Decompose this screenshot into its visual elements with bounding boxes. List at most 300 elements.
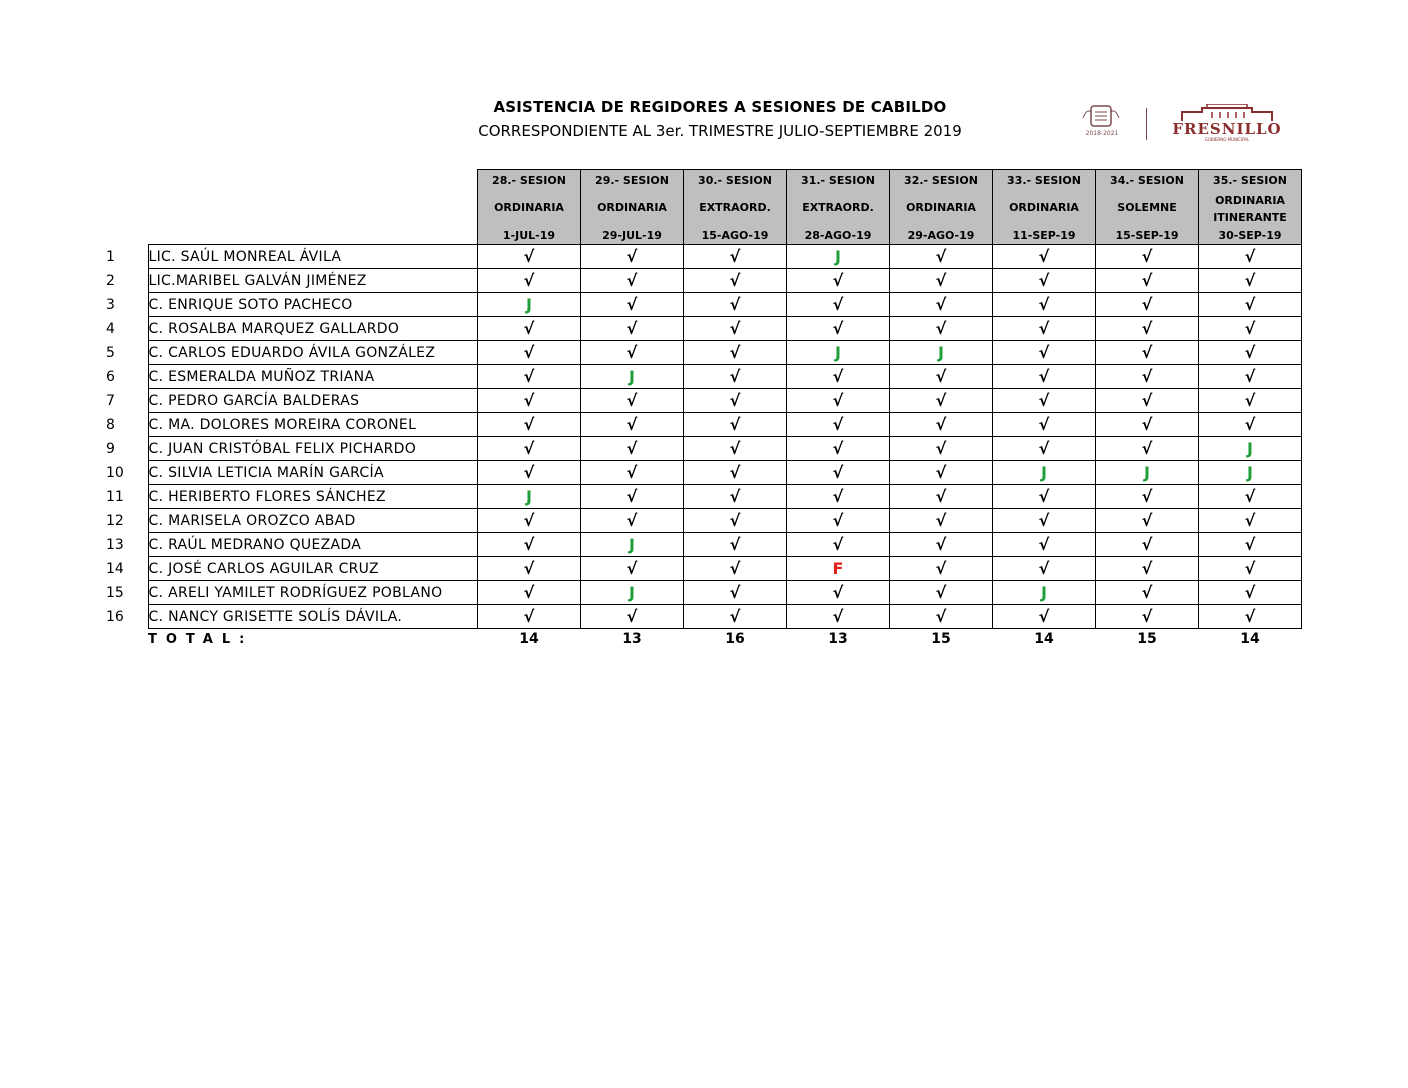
attendance-cell xyxy=(684,509,787,533)
total-value: 16 xyxy=(725,631,745,647)
attendance-cell xyxy=(684,389,787,413)
justified-mark-icon: J xyxy=(1247,439,1253,458)
justified-mark-icon: J xyxy=(1041,463,1047,482)
check-mark-icon: √ xyxy=(1244,511,1256,530)
attendance-cell xyxy=(581,269,684,293)
attendance-cell xyxy=(993,269,1096,293)
attendance-cell xyxy=(1199,293,1302,317)
check-mark-icon: √ xyxy=(1038,367,1050,386)
table-row xyxy=(106,245,1302,269)
regidor-name: C. JOSÉ CARLOS AGUILAR CRUZ xyxy=(148,557,478,581)
attendance-cell xyxy=(684,485,787,509)
attendance-cell xyxy=(787,269,890,293)
attendance-cell xyxy=(581,389,684,413)
check-mark-icon: √ xyxy=(729,319,741,338)
attendance-cell xyxy=(581,605,684,629)
check-mark-icon: √ xyxy=(1038,271,1050,290)
justified-mark-icon: J xyxy=(526,487,532,506)
attendance-cell xyxy=(1199,533,1302,557)
attendance-cell xyxy=(993,485,1096,509)
check-mark-icon: √ xyxy=(1141,583,1153,602)
session-header-35: 35.- SESION ORDINARIA ITINERANTE 30-SEP-19 xyxy=(1199,170,1302,245)
attendance-cell xyxy=(478,365,581,389)
attendance-cell xyxy=(787,509,890,533)
check-mark-icon: √ xyxy=(626,415,638,434)
check-mark-icon: √ xyxy=(729,439,741,458)
row-number: 5 xyxy=(106,344,115,361)
check-mark-icon: √ xyxy=(1141,247,1153,266)
attendance-cell xyxy=(684,605,787,629)
regidor-name: C. HERIBERTO FLORES SÁNCHEZ xyxy=(148,485,478,509)
check-mark-icon: √ xyxy=(729,415,741,434)
row-number: 11 xyxy=(106,488,124,505)
attendance-cell xyxy=(1199,269,1302,293)
attendance-cell xyxy=(890,605,993,629)
attendance-cell xyxy=(684,341,787,365)
check-mark-icon: √ xyxy=(729,535,741,554)
attendance-cell xyxy=(890,557,993,581)
check-mark-icon: √ xyxy=(1141,343,1153,362)
row-number: 7 xyxy=(106,392,115,409)
check-mark-icon: √ xyxy=(832,511,844,530)
row-number: 15 xyxy=(106,584,124,601)
justified-mark-icon: J xyxy=(1041,583,1047,602)
attendance-cell xyxy=(993,533,1096,557)
document-subtitle: CORRESPONDIENTE AL 3er. TRIMESTRE JULIO-SEPTIEMBRE 2019 xyxy=(478,122,962,140)
check-mark-icon: √ xyxy=(935,607,947,626)
attendance-cell xyxy=(890,245,993,269)
attendance-cell xyxy=(1199,341,1302,365)
check-mark-icon: √ xyxy=(1244,271,1256,290)
check-mark-icon: √ xyxy=(935,247,947,266)
check-mark-icon: √ xyxy=(832,439,844,458)
attendance-cell xyxy=(478,389,581,413)
attendance-cell xyxy=(581,365,684,389)
row-number: 9 xyxy=(106,440,115,457)
check-mark-icon: √ xyxy=(935,487,947,506)
table-row xyxy=(106,581,1302,605)
attendance-cell xyxy=(1096,413,1199,437)
check-mark-icon: √ xyxy=(626,343,638,362)
totals-row xyxy=(106,629,1302,650)
row-number: 16 xyxy=(106,608,124,625)
table-row xyxy=(106,413,1302,437)
table-row xyxy=(106,605,1302,629)
attendance-cell xyxy=(478,605,581,629)
check-mark-icon: √ xyxy=(523,439,535,458)
session-header-row xyxy=(106,170,1302,245)
attendance-cell xyxy=(1096,509,1199,533)
regidor-name: C. ESMERALDA MUÑOZ TRIANA xyxy=(148,365,478,389)
check-mark-icon: √ xyxy=(523,535,535,554)
attendance-cell xyxy=(684,293,787,317)
check-mark-icon: √ xyxy=(729,559,741,578)
attendance-cell xyxy=(890,293,993,317)
table-row xyxy=(106,533,1302,557)
regidor-name: C. ENRIQUE SOTO PACHECO xyxy=(148,293,478,317)
justified-mark-icon: J xyxy=(938,343,944,362)
row-number: 8 xyxy=(106,416,115,433)
attendance-cell xyxy=(478,245,581,269)
brand-tagline: GOBIERNO MUNICIPAL xyxy=(1204,137,1250,142)
session-header-28: 28.- SESION ORDINARIA 1-JUL-19 xyxy=(478,170,581,245)
check-mark-icon: √ xyxy=(1141,487,1153,506)
check-mark-icon: √ xyxy=(935,295,947,314)
attendance-table xyxy=(106,169,1302,649)
row-number: 4 xyxy=(106,320,115,337)
check-mark-icon: √ xyxy=(729,487,741,506)
check-mark-icon: √ xyxy=(832,583,844,602)
check-mark-icon: √ xyxy=(1038,559,1050,578)
attendance-cell xyxy=(993,389,1096,413)
table-row xyxy=(106,269,1302,293)
check-mark-icon: √ xyxy=(523,391,535,410)
attendance-cell xyxy=(993,557,1096,581)
attendance-cell xyxy=(1096,317,1199,341)
attendance-cell xyxy=(993,605,1096,629)
attendance-cell xyxy=(787,245,890,269)
attendance-cell xyxy=(993,581,1096,605)
total-value: 14 xyxy=(519,631,539,647)
check-mark-icon: √ xyxy=(935,511,947,530)
regidor-name: C. MARISELA OROZCO ABAD xyxy=(148,509,478,533)
document-title: ASISTENCIA DE REGIDORES A SESIONES DE CABILDO xyxy=(493,98,947,116)
attendance-cell xyxy=(581,533,684,557)
attendance-cell xyxy=(684,317,787,341)
check-mark-icon: √ xyxy=(1244,319,1256,338)
session-header-29: 29.- SESION ORDINARIA 29-JUL-19 xyxy=(581,170,684,245)
check-mark-icon: √ xyxy=(626,487,638,506)
check-mark-icon: √ xyxy=(1141,415,1153,434)
justified-mark-icon: J xyxy=(1144,463,1150,482)
check-mark-icon: √ xyxy=(729,271,741,290)
attendance-cell xyxy=(993,509,1096,533)
table-row xyxy=(106,437,1302,461)
attendance-cell xyxy=(1199,509,1302,533)
check-mark-icon: √ xyxy=(523,607,535,626)
session-header-33: 33.- SESION ORDINARIA 11-SEP-19 xyxy=(993,170,1096,245)
check-mark-icon: √ xyxy=(1244,559,1256,578)
row-number: 3 xyxy=(106,296,115,313)
row-number: 10 xyxy=(106,464,124,481)
check-mark-icon: √ xyxy=(1141,439,1153,458)
attendance-cell xyxy=(478,557,581,581)
check-mark-icon: √ xyxy=(523,247,535,266)
check-mark-icon: √ xyxy=(935,319,947,338)
check-mark-icon: √ xyxy=(729,511,741,530)
attendance-cell xyxy=(684,581,787,605)
attendance-cell xyxy=(684,533,787,557)
attendance-cell xyxy=(890,581,993,605)
attendance-cell xyxy=(993,317,1096,341)
justified-mark-icon: J xyxy=(629,367,635,386)
attendance-cell xyxy=(478,509,581,533)
attendance-cell xyxy=(581,581,684,605)
check-mark-icon: √ xyxy=(935,463,947,482)
justified-mark-icon: J xyxy=(1247,463,1253,482)
attendance-cell xyxy=(787,581,890,605)
attendance-cell xyxy=(1199,413,1302,437)
attendance-cell xyxy=(684,437,787,461)
regidor-name: C. NANCY GRISETTE SOLÍS DÁVILA. xyxy=(148,605,478,629)
attendance-cell xyxy=(787,413,890,437)
check-mark-icon: √ xyxy=(1038,511,1050,530)
attendance-cell xyxy=(890,269,993,293)
check-mark-icon: √ xyxy=(935,583,947,602)
attendance-cell xyxy=(890,533,993,557)
check-mark-icon: √ xyxy=(935,535,947,554)
check-mark-icon: √ xyxy=(523,583,535,602)
blank-header-cell xyxy=(148,170,478,245)
attendance-cell xyxy=(787,341,890,365)
justified-mark-icon: J xyxy=(835,343,841,362)
session-header-30: 30.- SESION EXTRAORD. 15-AGO-19 xyxy=(684,170,787,245)
attendance-cell xyxy=(993,245,1096,269)
table-row xyxy=(106,389,1302,413)
check-mark-icon: √ xyxy=(935,559,947,578)
check-mark-icon: √ xyxy=(935,415,947,434)
table-row xyxy=(106,461,1302,485)
totals-label: TOTAL: xyxy=(148,631,254,647)
table-row xyxy=(106,557,1302,581)
attendance-cell xyxy=(1199,389,1302,413)
attendance-cell xyxy=(1199,581,1302,605)
attendance-cell xyxy=(993,293,1096,317)
attendance-cell xyxy=(1096,365,1199,389)
attendance-cell xyxy=(1199,605,1302,629)
attendance-cell xyxy=(581,461,684,485)
attendance-cell xyxy=(478,533,581,557)
regidor-name: C. JUAN CRISTÓBAL FELIX PICHARDO xyxy=(148,437,478,461)
attendance-cell xyxy=(1096,581,1199,605)
attendance-cell xyxy=(890,437,993,461)
check-mark-icon: √ xyxy=(832,487,844,506)
regidor-name: LIC. SAÚL MONREAL ÁVILA xyxy=(148,245,478,269)
check-mark-icon: √ xyxy=(935,367,947,386)
justified-mark-icon: J xyxy=(629,535,635,554)
check-mark-icon: √ xyxy=(832,607,844,626)
attendance-cell xyxy=(478,317,581,341)
regidor-name: C. PEDRO GARCÍA BALDERAS xyxy=(148,389,478,413)
attendance-cell xyxy=(1199,437,1302,461)
attendance-cell xyxy=(684,461,787,485)
attendance-cell xyxy=(1199,485,1302,509)
attendance-cell xyxy=(478,413,581,437)
row-number: 1 xyxy=(106,248,115,265)
regidor-name: C. SILVIA LETICIA MARÍN GARCÍA xyxy=(148,461,478,485)
attendance-cell xyxy=(581,509,684,533)
check-mark-icon: √ xyxy=(1244,391,1256,410)
attendance-cell xyxy=(890,389,993,413)
attendance-cell xyxy=(890,461,993,485)
check-mark-icon: √ xyxy=(1244,367,1256,386)
check-mark-icon: √ xyxy=(523,271,535,290)
attendance-cell xyxy=(478,341,581,365)
check-mark-icon: √ xyxy=(832,391,844,410)
attendance-cell xyxy=(890,341,993,365)
check-mark-icon: √ xyxy=(626,463,638,482)
attendance-cell xyxy=(993,413,1096,437)
attendance-cell xyxy=(890,365,993,389)
check-mark-icon: √ xyxy=(1244,247,1256,266)
check-mark-icon: √ xyxy=(1244,607,1256,626)
attendance-cell xyxy=(581,341,684,365)
attendance-cell xyxy=(1199,245,1302,269)
check-mark-icon: √ xyxy=(729,367,741,386)
row-number: 6 xyxy=(106,368,115,385)
check-mark-icon: √ xyxy=(1244,535,1256,554)
check-mark-icon: √ xyxy=(729,463,741,482)
regidor-name: C. CARLOS EDUARDO ÁVILA GONZÁLEZ xyxy=(148,341,478,365)
row-number: 14 xyxy=(106,560,124,577)
attendance-cell xyxy=(890,509,993,533)
attendance-cell xyxy=(787,461,890,485)
table-row xyxy=(106,341,1302,365)
check-mark-icon: √ xyxy=(832,415,844,434)
check-mark-icon: √ xyxy=(1038,319,1050,338)
regidor-name: C. MA. DOLORES MOREIRA CORONEL xyxy=(148,413,478,437)
check-mark-icon: √ xyxy=(729,391,741,410)
check-mark-icon: √ xyxy=(1141,391,1153,410)
logo-divider xyxy=(1146,108,1147,140)
check-mark-icon: √ xyxy=(1038,487,1050,506)
attendance-cell xyxy=(581,413,684,437)
check-mark-icon: √ xyxy=(523,343,535,362)
total-value: 13 xyxy=(622,631,642,647)
attendance-cell xyxy=(684,557,787,581)
attendance-cell xyxy=(1199,557,1302,581)
justified-mark-icon: J xyxy=(629,583,635,602)
check-mark-icon: √ xyxy=(1038,391,1050,410)
check-mark-icon: √ xyxy=(832,535,844,554)
attendance-cell xyxy=(1096,461,1199,485)
table-row xyxy=(106,365,1302,389)
total-value: 15 xyxy=(931,631,951,647)
justified-mark-icon: J xyxy=(526,295,532,314)
absent-mark-icon: F xyxy=(832,559,844,578)
check-mark-icon: √ xyxy=(626,391,638,410)
session-header-31: 31.- SESION EXTRAORD. 28-AGO-19 xyxy=(787,170,890,245)
check-mark-icon: √ xyxy=(832,295,844,314)
attendance-cell xyxy=(684,245,787,269)
fresnillo-logo xyxy=(1162,104,1292,144)
check-mark-icon: √ xyxy=(523,463,535,482)
brand-name: FRESNILLO xyxy=(1172,120,1282,138)
attendance-cell xyxy=(581,557,684,581)
table-row xyxy=(106,293,1302,317)
header-logos xyxy=(1072,104,1292,144)
attendance-cell xyxy=(1096,533,1199,557)
attendance-cell xyxy=(787,557,890,581)
check-mark-icon: √ xyxy=(832,367,844,386)
attendance-cell xyxy=(787,605,890,629)
attendance-cell xyxy=(787,533,890,557)
check-mark-icon: √ xyxy=(626,319,638,338)
attendance-cell xyxy=(993,437,1096,461)
attendance-cell xyxy=(581,245,684,269)
attendance-cell xyxy=(478,461,581,485)
check-mark-icon: √ xyxy=(832,271,844,290)
regidor-name: C. ARELI YAMILET RODRÍGUEZ POBLANO xyxy=(148,581,478,605)
check-mark-icon: √ xyxy=(523,367,535,386)
check-mark-icon: √ xyxy=(1141,607,1153,626)
attendance-cell xyxy=(1096,389,1199,413)
check-mark-icon: √ xyxy=(935,439,947,458)
check-mark-icon: √ xyxy=(523,511,535,530)
attendance-cell xyxy=(478,293,581,317)
check-mark-icon: √ xyxy=(523,415,535,434)
check-mark-icon: √ xyxy=(1141,271,1153,290)
check-mark-icon: √ xyxy=(935,391,947,410)
seal-caption: 2018-2021 xyxy=(1085,130,1119,137)
table-row xyxy=(106,317,1302,341)
row-number: 13 xyxy=(106,536,124,553)
attendance-cell xyxy=(1096,245,1199,269)
attendance-cell xyxy=(684,365,787,389)
attendance-cell xyxy=(478,581,581,605)
regidor-name: C. RAÚL MEDRANO QUEZADA xyxy=(148,533,478,557)
attendance-cell xyxy=(478,269,581,293)
check-mark-icon: √ xyxy=(729,247,741,266)
check-mark-icon: √ xyxy=(1141,295,1153,314)
check-mark-icon: √ xyxy=(626,559,638,578)
check-mark-icon: √ xyxy=(1244,415,1256,434)
check-mark-icon: √ xyxy=(523,319,535,338)
total-value: 14 xyxy=(1034,631,1054,647)
regidor-name: C. ROSALBA MARQUEZ GALLARDO xyxy=(148,317,478,341)
attendance-cell xyxy=(787,485,890,509)
attendance-cell xyxy=(787,389,890,413)
attendance-cell xyxy=(890,485,993,509)
attendance-cell xyxy=(787,437,890,461)
attendance-cell xyxy=(478,485,581,509)
check-mark-icon: √ xyxy=(626,439,638,458)
row-number: 12 xyxy=(106,512,124,529)
attendance-cell xyxy=(1199,317,1302,341)
session-header-34: 34.- SESION SOLEMNE 15-SEP-19 xyxy=(1096,170,1199,245)
check-mark-icon: √ xyxy=(626,271,638,290)
check-mark-icon: √ xyxy=(1244,343,1256,362)
totals-spacer xyxy=(106,629,148,650)
check-mark-icon: √ xyxy=(935,271,947,290)
check-mark-icon: √ xyxy=(1141,535,1153,554)
session-header-32: 32.- SESION ORDINARIA 29-AGO-19 xyxy=(890,170,993,245)
blank-header-cell xyxy=(106,170,148,245)
check-mark-icon: √ xyxy=(1038,295,1050,314)
check-mark-icon: √ xyxy=(1038,439,1050,458)
check-mark-icon: √ xyxy=(626,511,638,530)
check-mark-icon: √ xyxy=(1244,487,1256,506)
check-mark-icon: √ xyxy=(1038,343,1050,362)
check-mark-icon: √ xyxy=(1244,295,1256,314)
attendance-cell xyxy=(581,485,684,509)
check-mark-icon: √ xyxy=(626,247,638,266)
check-mark-icon: √ xyxy=(1141,367,1153,386)
check-mark-icon: √ xyxy=(1141,559,1153,578)
attendance-cell xyxy=(993,461,1096,485)
check-mark-icon: √ xyxy=(626,295,638,314)
attendance-cell xyxy=(684,413,787,437)
check-mark-icon: √ xyxy=(1141,511,1153,530)
attendance-cell xyxy=(1199,461,1302,485)
attendance-cell xyxy=(684,269,787,293)
table-row xyxy=(106,509,1302,533)
justified-mark-icon: J xyxy=(835,247,841,266)
attendance-cell xyxy=(1096,605,1199,629)
check-mark-icon: √ xyxy=(1038,247,1050,266)
check-mark-icon: √ xyxy=(626,607,638,626)
check-mark-icon: √ xyxy=(729,583,741,602)
